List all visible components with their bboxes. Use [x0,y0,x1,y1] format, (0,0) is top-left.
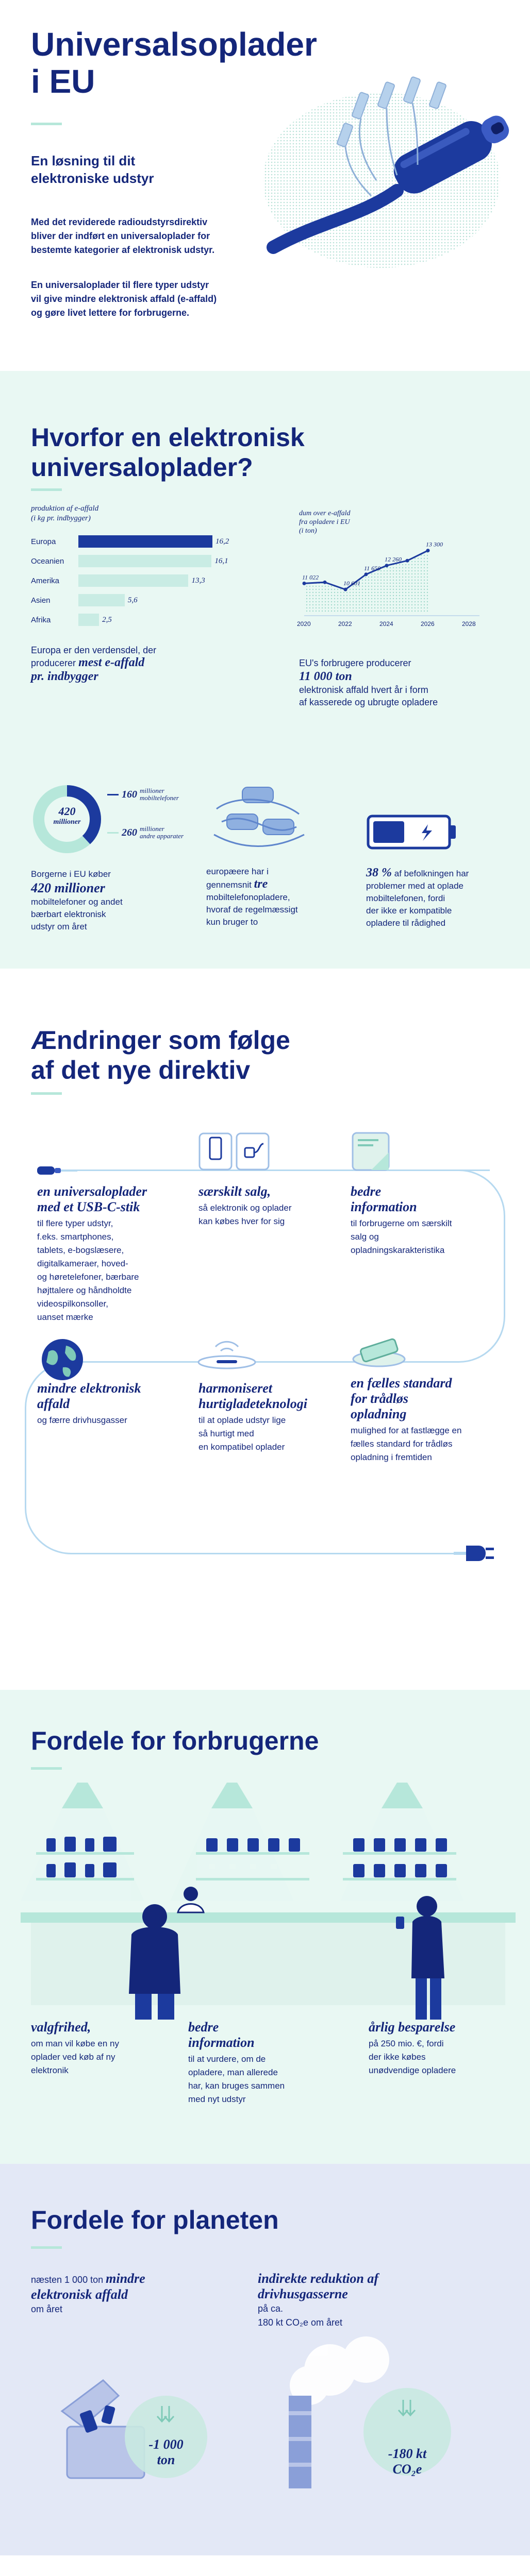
stat3-line4: der ikke er kompatible [366,906,452,916]
line-x-tick-label: 2022 [338,620,352,628]
hero-p1-line1: Med det reviderede radioudstyrsdirektiv [31,217,208,227]
stat1-line3: bærbart elektronisk [31,909,106,919]
change4-text-line: og færre drivhusgasser [37,1415,127,1425]
change2-text-line: kan købes hver for sig [198,1216,285,1226]
stat1-emph: 420 millioner [31,880,105,895]
bar-value-label: 2,5 [102,615,112,624]
change2-text-line: så elektronik og oplader [198,1203,292,1213]
change1-text-line: til flere typer udstyr, [37,1218,113,1228]
hero-p2-line2: vil give mindre elektronisk affald (e-affald) [31,294,217,304]
pb1-post: om året [31,2304,63,2314]
pb2-line2: 180 kt CO₂e om året [258,2317,343,2328]
globe-icon [39,1336,86,1383]
hero-p2-line1: En universaloplader til flere typer udstyr [31,280,209,290]
bar-category-label: Asien [31,596,51,605]
stat3-line2: problemer med at oplade [366,881,464,891]
changes-section [0,969,530,1690]
change2-title: særskilt salg, [198,1184,271,1199]
bar-value-label: 16,2 [216,537,229,546]
change6-title-line2: for trådløs [351,1391,408,1406]
legend2-num: 260 [122,826,137,838]
stat2-emph: tre [254,877,268,891]
changes-title [31,1025,290,1085]
change5-text-line: så hurtigt med [198,1429,254,1438]
line-point [426,549,430,552]
donut-legend-1 [107,787,179,802]
cb1-text [31,2037,175,2077]
emissions-badge-line2: CO₂e [392,2462,422,2477]
bar-category-label: Afrika [31,615,51,624]
change5-text [198,1414,338,1454]
change3-text [351,1217,500,1257]
line-chart-caption [299,657,438,708]
change6-text-line: mulighed for at fastlægge en [351,1426,462,1435]
bar-row [31,590,247,610]
line-point-label: 13 300 [426,540,443,548]
cb2-title-line2: information [188,2035,255,2050]
change6-title-line3: opladning [351,1406,407,1421]
hero-p2-line3: og gøre livet lettere for forbrugerne. [31,308,190,318]
hero-paragraph-1 [31,215,214,257]
consumers-section [0,1690,530,2164]
change5-text-line: en kompatibel oplader [198,1442,285,1452]
change4-text [37,1414,171,1427]
change1-text-line: digitalkameraer, hoved- [37,1259,128,1268]
stat1-line1: Borgerne i EU køber [31,869,111,879]
bar-caption-line1: Europa er den verdensdel, der [31,645,157,655]
bar [78,535,212,548]
line-point-label: 11 650 [364,564,381,572]
donut-center-label [31,805,103,826]
bar [78,555,211,567]
hero-subtitle [31,152,154,187]
line-point-label: 11 022 [302,573,319,581]
pb2-emph-line2: drivhusgasserne [258,2286,348,2301]
tangled-chargers-icon [206,778,309,855]
low-battery-icon [366,814,459,850]
why-section [0,371,530,969]
hero-title-line1: Universalsoplader [31,26,317,63]
change4-title-line1: mindre elektronisk [37,1381,141,1396]
usb-c-cable-illustration [242,62,521,319]
line-point-label: 12 260 [385,555,402,563]
line-point [385,564,389,567]
legend2-text2: andre apparater [140,832,184,840]
change-4 [37,1381,171,1427]
cb2-text [188,2053,338,2106]
line-caption-line3: af kasserede og ubrugte opladere [299,697,438,707]
waste-badge [125,2437,207,2468]
line-chart-svg [299,535,505,638]
cb3-text [369,2037,513,2077]
ewaste-bar-chart [31,504,247,630]
change2-text [198,1201,333,1228]
stat2-line4: hvoraf de regelmæssigt [206,905,298,914]
pb2-line1: på ca. [258,2303,284,2314]
change-3 [351,1184,500,1257]
stat1-line2: mobiltelefoner og andet [31,897,123,907]
change1-title-line1: en universaloplader [37,1184,147,1199]
stat1-line4: udstyr om året [31,922,87,931]
consumer-benefit-3 [369,2020,513,2077]
change1-text-line: højttalere og håndholdte [37,1285,132,1295]
bar-rows [31,532,247,630]
bar-caption-line2: producerer [31,658,76,668]
bar-value-label: 5,6 [127,596,138,604]
cb3-text-line: der ikke købes [369,2052,426,2062]
change5-title-line2: hurtigladeteknologi [198,1396,307,1411]
line-x-tick-label: 2028 [462,620,476,628]
change5-text-line: til at oplade udstyr lige [198,1415,286,1425]
stat3-line3: mobiltelefonen, fordi [366,893,445,903]
change1-text-line: f.eks. smartphones, [37,1232,114,1242]
bar-chart-caption [31,644,156,684]
cb1-text-line: om man vil købe en ny [31,2039,120,2048]
waste-badge-line2: ton [157,2452,175,2467]
stat-2 [206,866,298,928]
pb2-emph-line1: indirekte reduktion af [258,2271,379,2286]
emissions-badge [363,2446,451,2477]
stat2-line1: europæere har i [206,867,269,876]
line-x-tick-label: 2024 [379,620,393,628]
bar-category-label: Amerika [31,576,60,585]
planet-benefit-2 [258,2271,495,2330]
change-1 [37,1184,176,1324]
road-line-bottom [72,1553,474,1554]
change3-text-line: salg og [351,1232,379,1242]
change6-text [351,1424,500,1464]
planet-benefit-1 [31,2271,247,2316]
hero-section [0,0,530,371]
cb3-text-line: på 250 mio. €, fordi [369,2039,444,2048]
hero-paragraph-2 [31,278,217,320]
pb1-emph-line1: mindre [106,2271,145,2286]
bar-row [31,551,247,571]
stat2-line5: kun bruger to [206,917,258,927]
why-title [31,422,305,482]
cb1-title: valgfrihed, [31,2020,91,2035]
changes-title-line2: af det nye direktiv [31,1056,251,1084]
line-chart-label-line2: fra opladere i EU [299,518,350,526]
stat-3 [366,867,469,929]
bar-category-label: Oceanien [31,556,64,566]
bar-row [31,610,247,630]
stat2-line2: gennemsnit [206,880,252,890]
planet-underline [31,2246,62,2249]
emissions-badge-line1: -180 kt [388,2446,427,2461]
line-x-tick-label: 2026 [421,620,435,628]
bar-row [31,571,247,590]
change1-text-line: og høretelefoner, bærbare [37,1272,139,1282]
why-title-line2: universaloplader? [31,453,253,482]
why-title-line1: Hvorfor en elektronisk [31,423,305,452]
legend2-text1: millioner [140,825,164,833]
hero-subtitle-line2: elektroniske udstyr [31,171,154,186]
change3-title-line1: bedre [351,1184,382,1199]
cb2-title-line1: bedre [188,2020,219,2035]
bar [78,574,188,587]
hero-p1-line2: bliver der indført en universaloplader for [31,231,210,241]
change-5 [198,1381,338,1454]
cb2-text-line: har, kan bruges sammen [188,2081,285,2091]
wireless-charger-icon [351,1333,407,1369]
change6-title-line1: en fælles standard [351,1376,452,1391]
line-point-label: 10 601 [343,580,360,587]
changes-title-line1: Ændringer som følge [31,1026,290,1055]
line-caption-line2: elektronisk affald hvert år i form [299,685,428,695]
change1-text [37,1217,176,1324]
stat3-line1: af befolkningen har [394,869,469,878]
power-plug-icon [454,1540,495,1566]
stat-1 [31,868,123,933]
legend1-text1: millioner [140,787,164,794]
waste-badge-line1: -1 000 [148,2437,184,2452]
pb1-pre: næsten 1 000 ton [31,2275,104,2285]
cb1-text-line: oplader ved køb af ny [31,2052,115,2062]
line-point [365,572,368,576]
information-leaflet-icon [351,1131,392,1172]
footer [0,2555,530,2576]
change-6 [351,1376,500,1464]
donut-legend-2 [107,825,184,840]
bar-value-label: 16,1 [214,556,228,565]
change3-text-line: opladningskarakteristika [351,1245,445,1255]
hero-subtitle-line1: En løsning til dit [31,153,136,168]
fast-charging-pad-icon [196,1340,258,1370]
hero-p1-line3: bestemte kategorier af elektronisk udstyr. [31,245,215,255]
line-chart-label [299,509,505,535]
bar-row [31,532,247,551]
change6-text-line: fælles standard for trådløs [351,1439,453,1449]
stat2-line3: mobiltelefonopladere, [206,892,290,902]
line-x-tick-label: 2020 [297,620,311,628]
change1-text-line: videospilkonsoller, [37,1299,108,1309]
change4-title-line2: affald [37,1396,70,1411]
cb2-text-line: til at vurdere, om de [188,2054,266,2064]
changes-underline [31,1092,62,1095]
phone-and-charger-icon [198,1132,271,1171]
stat3-line5: opladere til rådighed [366,918,446,928]
change1-title-line2: med et USB-C-stik [37,1199,140,1214]
bar-chart-label-line1: produktion af e-affald [31,504,99,513]
bar [78,594,125,606]
change6-text-line: opladning i fremtiden [351,1452,432,1462]
planet-title: Fordele for planeten [31,2206,279,2234]
line-caption-emph: 11 000 ton [299,670,352,683]
consumers-title: Fordele for forbrugerne [31,1726,319,1755]
line-chart-label-line3: (i ton) [299,527,317,535]
donut-center-number: 420 [58,805,76,818]
consumers-underline [31,1767,62,1770]
pb1-emph-line2: elektronisk affald [31,2287,128,2302]
change5-title-line1: harmoniseret [198,1381,273,1396]
bar-category-label: Europa [31,537,56,546]
line-point [323,581,327,584]
change-2 [198,1184,333,1228]
cb2-text-line: opladere, man allerede [188,2067,278,2077]
donut-center-unit: millioner [53,818,81,826]
change3-text-line: til forbrugerne om særskilt [351,1218,452,1228]
legend1-text2: mobiltelefoner [140,794,179,802]
bar [78,614,99,626]
shop-counter-illustration [0,1777,530,2020]
legend1-num: 160 [122,788,137,800]
cb3-text-line: unødvendige opladere [369,2065,456,2075]
bar-caption-emph1: mest e-affald [78,656,145,669]
usb-c-cable-icon [36,1160,77,1181]
change1-text-line: uanset mærke [37,1312,93,1322]
bar-chart-label-line2: (i kg pr. indbygger) [31,514,91,522]
cb1-text-line: elektronik [31,2065,69,2075]
line-chart-label-line1: dum over e-affald [299,510,351,517]
bar-caption-emph2: pr. indbygger [31,670,98,683]
hero-underline [31,123,62,125]
why-underline [31,488,62,491]
line-caption-line1: EU's forbrugere producerer [299,658,411,668]
planet-section [0,2164,530,2555]
bar-chart-label [31,504,247,523]
consumer-benefit-2 [188,2020,338,2106]
change3-title-line2: information [351,1199,417,1214]
consumer-benefit-1 [31,2020,175,2077]
line-point [303,582,306,585]
cb3-title: årlig besparelse [369,2020,456,2035]
bar-value-label: 13,3 [191,576,205,585]
hero-title-line2: i EU [31,63,95,100]
charger-waste-line-chart [299,509,505,641]
change1-text-line: tablets, e-bogslæsere, [37,1245,124,1255]
line-point [344,588,347,591]
line-point [406,559,409,563]
cb2-text-line: med nyt udstyr [188,2094,246,2104]
stat3-emph: 38 % [366,866,392,879]
